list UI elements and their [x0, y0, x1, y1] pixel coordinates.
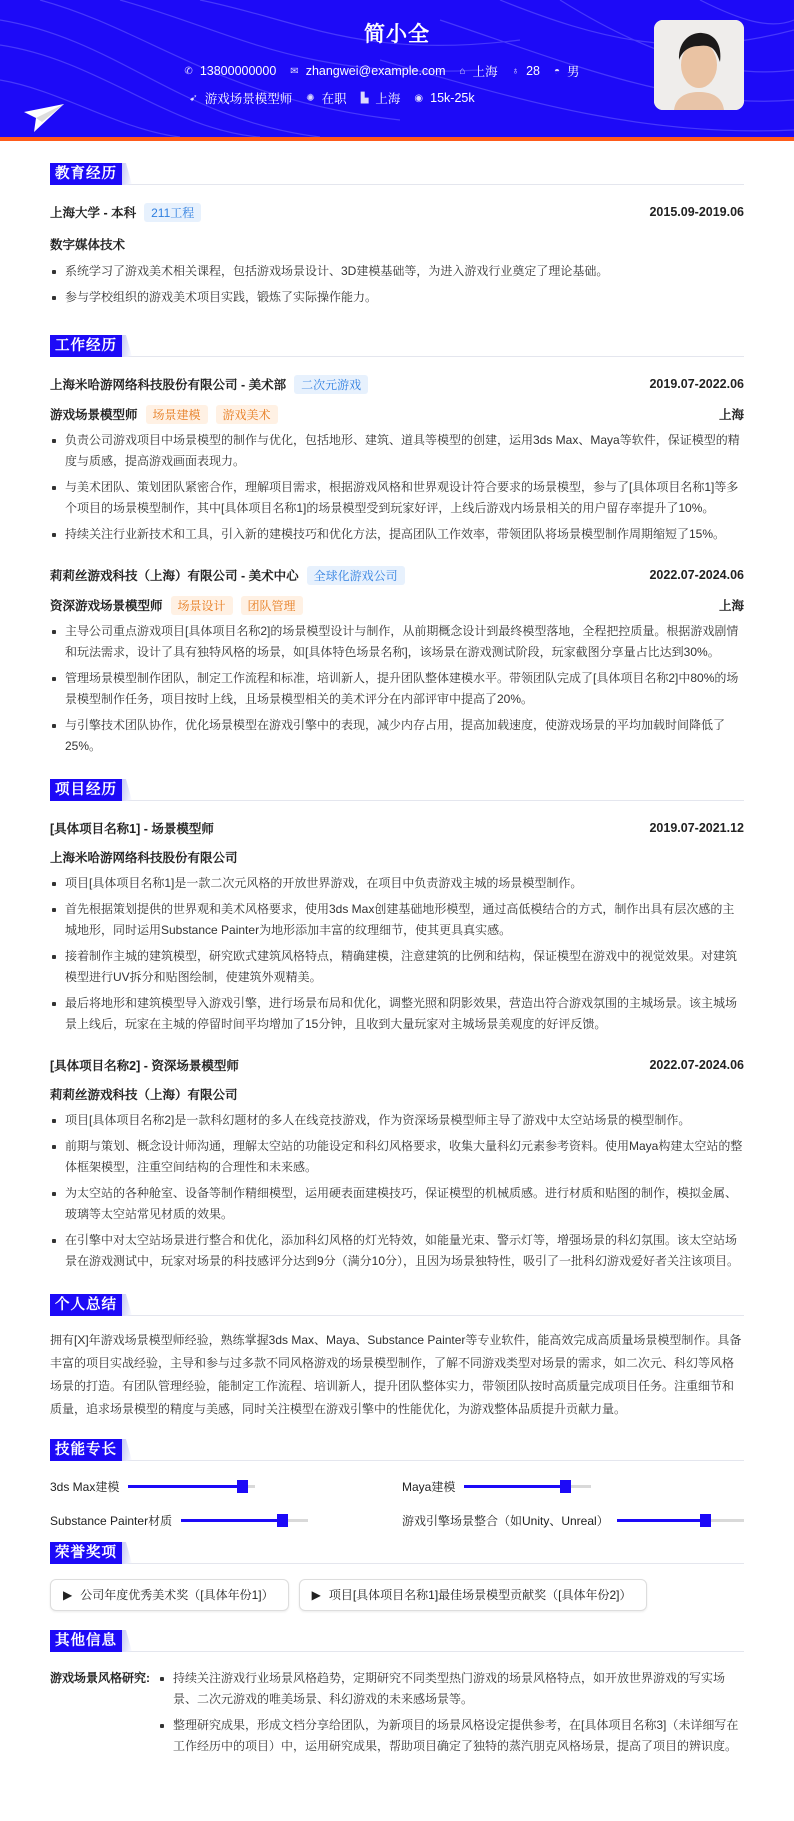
date: 2015.09-2019.06: [649, 205, 744, 219]
skill-level-bar: [128, 1485, 255, 1488]
list-item: 管理场景模型制作团队，制定工作流程和标准，培训新人，提升团队整体建模水平。带领团队完成了[具体项目名称2]中80%的场景模型制作任务，项目按时上线，且场景模型相关的美术评分在内部评审中提高了20%。: [50, 668, 744, 710]
role-left: [50, 596, 303, 615]
date: 2022.07-2024.06: [649, 1058, 744, 1072]
company-row: [50, 565, 744, 585]
skill-item: [402, 1475, 744, 1497]
list-item: 与美术团队、策划团队紧密合作，理解项目需求，根据游戏风格和世界观设计符合要求的场景模型，参与了[具体项目名称1]等多个项目的场景模型制作，其中[具体项目名称1]的场景模型受到玩家好评，上线后游戏内场景相关的用户留存率提升了10%。: [50, 477, 744, 519]
salary-icon: ◉: [414, 92, 424, 104]
age: 28: [526, 64, 540, 78]
section-summary: [50, 1294, 744, 1421]
list-item: 持续关注行业新技术和工具，引入新的建模技巧和优化方法，提高团队工作效率，带领团队将场景模型制作周期缩短了15%。: [50, 524, 744, 545]
date: 2019.07-2021.12: [649, 821, 744, 835]
section-title-decoration: [122, 779, 132, 801]
section-title-decoration: [122, 1439, 132, 1461]
target-city: 上海: [375, 92, 401, 106]
other-label: 游戏场景风格研究:: [50, 1671, 150, 1685]
company-row: [50, 374, 744, 394]
skill-level-bar: [181, 1519, 308, 1522]
skills-grid: [50, 1475, 744, 1531]
skill-item: [50, 1509, 402, 1531]
section-title: 其他信息: [50, 1630, 122, 1652]
section-title-decoration: [122, 335, 132, 357]
company: 上海米哈游网络科技股份有限公司 - 美术部: [50, 378, 287, 392]
role-row: [50, 595, 744, 615]
avatar: [654, 20, 744, 110]
company: 莉莉丝游戏科技（上海）有限公司 - 美术中心: [50, 569, 299, 583]
list-item: 与引擎技术团队协作，优化场景模型在游戏引擎中的表现，减少内存占用，提高加载速度，使游戏场景的平均加载时间降低了25%。: [50, 715, 744, 757]
skill-level-knob: [560, 1480, 571, 1493]
triangle-right-icon: ▶: [311, 1588, 321, 1602]
job-target: 游戏场景模型师: [204, 92, 293, 106]
list-item: 系统学习了游戏美术相关课程，包括游戏场景设计、3D建模基础等，为进入游戏行业奠定了理论基础。: [50, 261, 744, 282]
list-item: 首先根据策划提供的世界观和美术风格要求，使用3ds Max创建基础地形模型，通过高低模结合的方式，制作出具有层次感的主城地形，同时运用Substance Painter为地形添加丰富的纹理细节，使其更具真实感。: [50, 899, 744, 941]
section-header: [50, 1439, 744, 1461]
company-left: [50, 375, 368, 394]
role-tag: 团队管理: [241, 596, 303, 615]
work-city: 上海: [718, 599, 744, 613]
company-tag: 全球化游戏公司: [307, 566, 405, 585]
education-left: [50, 203, 201, 222]
list-item: 负责公司游戏项目中场景模型的制作与优化，包括地形、建筑、道具等模型的创建，运用3ds Max、Maya等软件，保证模型的精度与质感，提高游戏画面表现力。: [50, 430, 744, 472]
summary-text: 拥有[X]年游戏场景模型师经验，熟练掌握3ds Max、Maya、Substance Painter等专业软件，能高效完成高质量场景模型制作。具备丰富的项目实战经验，主导和参与过多款不同风格游戏的场景模型制作，了解不同游戏类型对场景的需求，如二次元、科幻等风格场景的打造。有团队管理经验，能制定工作流程、培训新人，提升团队整体实力，带领团队按时高质量完成项目任务。注重细节和质量，追求场景模型的精度与美感，同时关注模型在游戏引擎中的性能优化，为游戏整体品质提升贡献力量。: [50, 1333, 742, 1416]
status-icon: ✺: [306, 92, 315, 104]
skill-item: [402, 1509, 744, 1531]
role-tag: 场景建模: [146, 405, 208, 424]
major: 数字媒体技术: [50, 238, 126, 252]
skill-name: 3ds Max建模: [50, 1479, 120, 1494]
role: 资深游戏场景模型师: [50, 599, 163, 613]
award-item: [299, 1579, 647, 1611]
list-item: 参与学校组织的游戏美术项目实践，锻炼了实际操作能力。: [50, 287, 744, 308]
skill-level-knob: [277, 1514, 288, 1527]
phone-icon: ✆: [184, 65, 193, 77]
section-title: 工作经历: [50, 335, 122, 357]
section-title: 项目经历: [50, 779, 122, 801]
send-icon: ➹: [189, 92, 198, 104]
section-title-decoration: [122, 163, 132, 185]
section-header: [50, 163, 744, 185]
section-header: [50, 335, 744, 357]
section-title-decoration: [122, 1630, 132, 1652]
section-header: [50, 1630, 744, 1652]
role-tag: 游戏美术: [216, 405, 278, 424]
bullet-list: [50, 621, 744, 757]
project-row: [50, 1055, 744, 1075]
company-left: [50, 566, 405, 585]
list-item: 接着制作主城的建筑模型，研究欧式建筑风格特点，精确建模，注意建筑的比例和结构，保证模型在游戏中的视觉效果。对建筑模型进行UV拆分和贴图绘制，使建筑外观精美。: [50, 946, 744, 988]
list-item: 整理研究成果，形成文档分享给团队，为新项目的场景风格设定提供参考，在[具体项目名称3]（未详细写在工作经历中的项目）中，运用研究成果，帮助项目确定了独特的蒸汽朋克风格场景，提高了项目的辨识度。: [158, 1715, 744, 1757]
section-title: 荣誉奖项: [50, 1542, 122, 1564]
resume-header: [0, 0, 794, 141]
list-item: 项目[具体项目名称1]是一款二次元风格的开放世界游戏，在项目中负责游戏主城的场景模型制作。: [50, 873, 744, 894]
location: 上海: [472, 65, 498, 79]
bullet-list: [50, 873, 744, 1035]
skill-level-knob: [700, 1514, 711, 1527]
list-item: 为太空站的各种舱室、设备等制作精细模型，运用硬表面建模技巧，保证模型的机械质感。进行材质和贴图的制作，模拟金属、玻璃等太空站常见材质的效果。: [50, 1183, 744, 1225]
list-item: 前期与策划、概念设计师沟通，理解太空站的功能设定和科幻风格要求，收集大量科幻元素参考资料。使用Maya构建太空站的整体框架模型，注重空间结构的合理性和未来感。: [50, 1136, 744, 1178]
bullet-list: [50, 261, 744, 308]
education-row: [50, 202, 744, 222]
triangle-right-icon: ▶: [63, 1588, 73, 1602]
project-name: [具体项目名称1] - 场景模型师: [50, 822, 214, 836]
work-city: 上海: [718, 408, 744, 422]
school-tag: 211工程: [144, 203, 201, 222]
skill-level-fill: [617, 1519, 706, 1522]
bullet-list: [50, 1110, 744, 1272]
section-awards: [50, 1542, 744, 1611]
date: 2019.07-2022.06: [649, 377, 744, 391]
award-name: 项目[具体项目名称1]最佳场景模型贡献奖（[具体年份2]）: [328, 1588, 632, 1602]
role-left: [50, 405, 278, 424]
skill-name: 游戏引擎场景整合（如Unity、Unreal）: [402, 1513, 609, 1528]
school: 上海大学 - 本科: [50, 206, 137, 220]
project-row: [50, 818, 744, 838]
candidate-name: 简小全: [364, 23, 430, 46]
list-item: 主导公司重点游戏项目[具体项目名称2]的场景模型设计与制作，从前期概念设计到最终模型落地，全程把控质量。根据游戏剧情和玩法需求，设计了具有独特风格的场景，如[具体特色场景名称]，该场景在游戏测试阶段，玩家截图分享量占比达到30%。: [50, 621, 744, 663]
award-item: [50, 1579, 289, 1611]
skill-name: Substance Painter材质: [50, 1513, 173, 1528]
section-header: [50, 779, 744, 801]
section-work: [50, 335, 744, 757]
salary: 15k-25k: [430, 91, 475, 105]
project-name: [具体项目名称2] - 资深场景模型师: [50, 1059, 239, 1073]
bullet-list: [50, 430, 744, 545]
mail-icon: ✉: [290, 65, 299, 77]
skill-level-bar: [617, 1519, 744, 1522]
gender: 男: [567, 65, 580, 79]
section-projects: [50, 779, 744, 1272]
gender-icon: ◓: [554, 65, 561, 77]
skill-level-fill: [181, 1519, 283, 1522]
skill-level-knob: [237, 1480, 248, 1493]
date: 2022.07-2024.06: [649, 568, 744, 582]
skill-level-bar: [464, 1485, 591, 1488]
project-company: 莉莉丝游戏科技（上海）有限公司: [50, 1088, 238, 1102]
email: zhangwei@example.com: [305, 64, 446, 78]
section-title: 技能专长: [50, 1439, 122, 1461]
resume-body: [0, 141, 794, 1762]
role-tag: 场景设计: [171, 596, 233, 615]
section-other: [50, 1630, 744, 1762]
home-icon: ⌂: [459, 65, 466, 77]
section-title-decoration: [122, 1294, 132, 1316]
section-education: [50, 163, 744, 308]
section-title: 教育经历: [50, 163, 122, 185]
cake-icon: ♁: [511, 65, 520, 77]
section-title: 个人总结: [50, 1294, 122, 1316]
project-company: 上海米哈游网络科技股份有限公司: [50, 851, 238, 865]
skill-name: Maya建模: [402, 1479, 456, 1494]
section-title-decoration: [122, 1542, 132, 1564]
role: 游戏场景模型师: [50, 408, 138, 422]
list-item: 在引擎中对太空站场景进行整合和优化，添加科幻风格的灯光特效，如能量光束、警示灯等，增强场景的科幻氛围。该太空站场景在游戏测试中，玩家对场景的科技感评分达到9分（满分10分），且因为场景独特性，吸引了一批科幻游戏爱好者关注该项目。: [50, 1230, 744, 1272]
company-tag: 二次元游戏: [294, 375, 368, 394]
building-icon: ▙: [360, 92, 369, 104]
skill-item: [50, 1475, 402, 1497]
list-item: 持续关注游戏行业场景风格趋势，定期研究不同类型热门游戏的场景风格特点，如开放世界游戏的写实场景、二次元游戏的唯美场景、科幻游戏的未来感场景等。: [158, 1668, 744, 1710]
skill-level-fill: [128, 1485, 242, 1488]
section-header: [50, 1542, 744, 1564]
bullet-list: [158, 1668, 744, 1762]
awards-list: [50, 1579, 744, 1611]
award-name: 公司年度优秀美术奖（[具体年份1]）: [80, 1588, 274, 1602]
role-row: [50, 404, 744, 424]
job-status: 在职: [321, 92, 347, 106]
section-header: [50, 1294, 744, 1316]
phone: 13800000000: [199, 64, 277, 78]
other-info-row: [50, 1668, 744, 1762]
section-skills: [50, 1439, 744, 1531]
list-item: 项目[具体项目名称2]是一款科幻题材的多人在线竞技游戏，作为资深场景模型师主导了游戏中太空站场景的模型制作。: [50, 1110, 744, 1131]
skill-level-fill: [464, 1485, 566, 1488]
list-item: 最后将地形和建筑模型导入游戏引擎，进行场景布局和优化，调整光照和阴影效果，营造出符合游戏氛围的主城场景。该主城场景上线后，玩家在主城的停留时间平均增加了15分钟，且收到大量玩家对主城场景美观度的好评反馈。: [50, 993, 744, 1035]
